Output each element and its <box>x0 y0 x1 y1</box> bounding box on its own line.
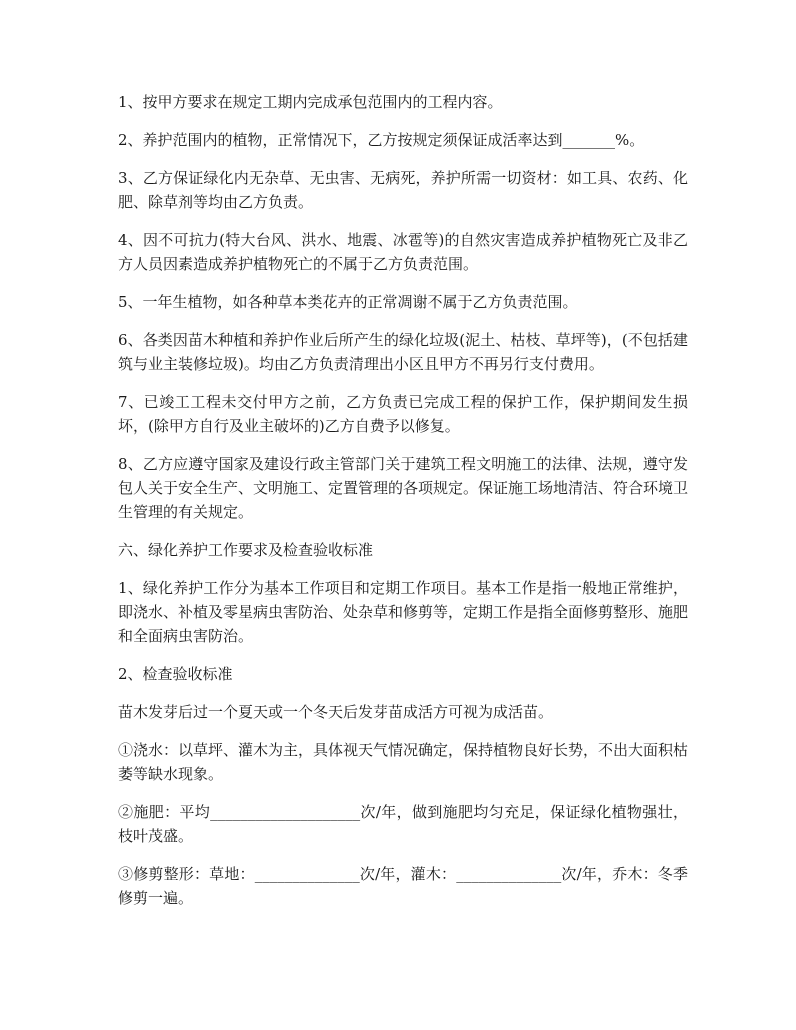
clause-6: 6、各类因苗木种植和养护作业后所产生的绿化垃圾(泥土、枯枝、草坪等)，(不包括建筑与业主装修垃圾)。均由乙方负责清理出小区且甲方不再另行支付费用。 <box>118 331 688 373</box>
clause-3: 3、乙方保证绿化内无杂草、无虫害、无病死，养护所需一切资材：如工具、农药、化肥、除草剂等均由乙方负责。 <box>118 169 688 211</box>
clause-1: 1、按甲方要求在规定工期内完成承包范围内的工程内容。 <box>118 93 503 111</box>
section-heading: 六、绿化养护工作要求及检查验收标准 <box>118 541 374 559</box>
clause-2: 2、养护范围内的植物，正常情况下，乙方按规定须保证成活率达到_______%。 <box>118 131 645 149</box>
clause-5: 5、一年生植物，如各种草本类花卉的正常凋谢不属于乙方负责范围。 <box>118 293 578 311</box>
clause-8: 8、乙方应遵守国家及建设行政主管部门关于建筑工程文明施工的法律、法规，遵守发包人关于安全生产、文明施工、定置管理的各项规定。保证施工场地清洁、符合环境卫生管理的有关规定。 <box>118 455 689 521</box>
clause-4: 4、因不可抗力(特大台风、洪水、地震、冰雹等)的自然灾害造成养护植物死亡及非乙方人员因素造成养护植物死亡的不属于乙方负责范围。 <box>118 231 688 273</box>
survival-criteria: 苗木发芽后过一个夏天或一个冬天后发芽苗成活方可视为成活苗。 <box>118 703 554 721</box>
pruning-standard: ③修剪整形：草地：______________次/年，灌木：______________次/年，乔木：冬季修剪一遍。 <box>118 865 688 907</box>
document-body <box>118 90 688 924</box>
item-2-acceptance-standard: 2、检查验收标准 <box>118 665 233 683</box>
watering-standard: ①浇水：以草坪、灌木为主，具体视天气情况确定，保持植物良好长势，不出大面积枯萎等缺水现象。 <box>118 741 689 783</box>
item-1-work-scope: 1、绿化养护工作分为基本工作项目和定期工作项目。基本工作是指一般地正常维护，即浇水、补植及零星病虫害防治、处杂草和修剪等，定期工作是指全面修剪整形、施肥和全面病虫害防治。 <box>118 579 689 645</box>
fertilizing-standard: ②施肥：平均____________________次/年，做到施肥均匀充足，保证绿化植物强壮，枝叶茂盛。 <box>118 803 688 845</box>
clause-7: 7、已竣工工程未交付甲方之前，乙方负责已完成工程的保护工作，保护期间发生损坏，(除甲方自行及业主破坏的)乙方自费予以修复。 <box>118 393 688 435</box>
